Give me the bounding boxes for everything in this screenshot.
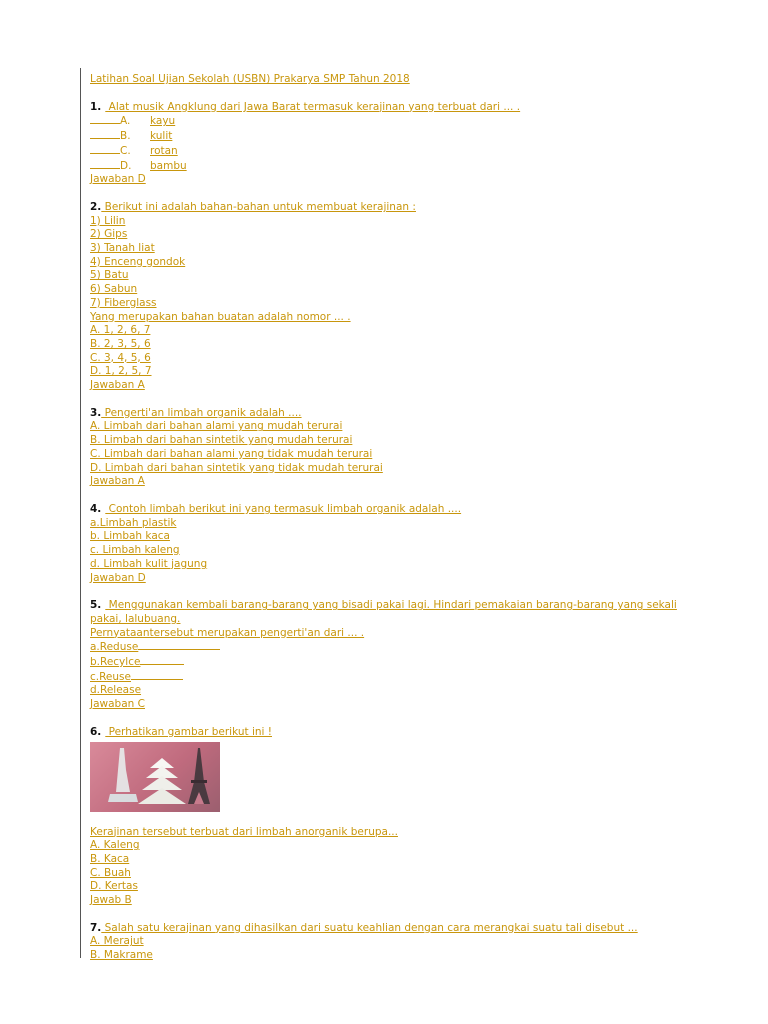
option-a: A. Kaleng — [90, 839, 140, 852]
option-a: A. kayu — [90, 114, 710, 129]
question-number: 6. — [90, 725, 102, 738]
question-text: Pengerti'an limbah organik adalah .... — [101, 406, 302, 419]
list-item: 5) Batu — [90, 269, 129, 282]
option-c: c. Limbah kaleng — [90, 544, 180, 557]
margin-rule — [80, 68, 81, 958]
option-d: D. Limbah dari bahan sintetik yang tidak mudah terurai — [90, 461, 383, 474]
question-text: Menggunakan kembali barang-barang yang bisadi pakai lagi. Hindari pemakaian barang-barang yang sekali pakai, lalubuang. — [90, 599, 677, 625]
question-text: Salah satu kerajinan yang dihasilkan dari suatu keahlian dengan cara merangkai suatu tali disebut ... — [104, 921, 638, 934]
question-number: 1. — [90, 100, 102, 113]
question-text: Contoh limbah berikut ini yang termasuk limbah organik adalah .... — [108, 502, 462, 515]
option-c: C. Buah — [90, 866, 131, 879]
question-3 — [90, 407, 710, 489]
option-b: B. Kaca — [90, 852, 130, 865]
question-6 — [90, 726, 710, 908]
option-a: a.Reduse — [90, 640, 710, 655]
option-b: B. 2, 3, 5, 6 — [90, 337, 151, 350]
option-c: C. Limbah dari bahan alami yang tidak mudah terurai — [90, 447, 373, 460]
glass-pagoda-image — [90, 742, 220, 812]
list-item: 7) Fiberglass — [90, 296, 157, 309]
question-text: Perhatikan gambar berikut ini ! — [108, 725, 272, 738]
question-number: 2. — [90, 200, 102, 213]
option-d: D. bambu — [90, 159, 710, 174]
option-b: b.Recylce — [90, 655, 710, 670]
question-number: 4. — [90, 502, 102, 515]
option-d: d.Release — [90, 684, 142, 697]
list-item: 6) Sabun — [90, 283, 138, 296]
list-item: 1) Lilin — [90, 214, 126, 227]
question-7 — [90, 922, 710, 963]
question-number: 3. — [90, 406, 102, 419]
document-title: Latihan Soal Ujian Sekolah (USBN) Prakarya SMP Tahun 2018 — [90, 73, 410, 85]
option-b: B. kulit — [90, 129, 710, 144]
option-b: B. Limbah dari bahan sintetik yang mudah terurai — [90, 434, 353, 447]
question-1 — [90, 101, 710, 187]
option-c: C. rotan — [90, 144, 710, 159]
question-prompt: Kerajinan tersebut terbuat dari limbah anorganik berupa... — [90, 825, 398, 838]
list-item: 2) Gips — [90, 228, 128, 241]
option-c: C. 3, 4, 5, 6 — [90, 351, 151, 364]
answer: Jawab B — [90, 894, 132, 907]
answer: Jawaban D — [90, 173, 146, 186]
option-c: c.Reuse — [90, 670, 710, 685]
option-b: B. Makrame — [90, 949, 153, 962]
answer: Jawaban D — [90, 571, 146, 584]
answer: Jawaban C — [90, 698, 145, 711]
question-text: Berikut ini adalah bahan-bahan untuk membuat kerajinan : — [104, 200, 416, 213]
option-b: b. Limbah kaca — [90, 530, 170, 543]
answer: Jawaban A — [90, 475, 145, 488]
question-4 — [90, 503, 710, 585]
option-a: A. Limbah dari bahan alami yang mudah terurai — [90, 420, 343, 433]
question-number: 5. — [90, 599, 102, 612]
question-statement: Pernyataantersebut merupakan pengerti'an dari ... . — [90, 626, 365, 639]
question-number: 7. — [90, 921, 102, 934]
option-a: A. Merajut — [90, 935, 144, 948]
question-5 — [90, 599, 710, 712]
list-item: 3) Tanah liat — [90, 242, 155, 255]
question-prompt: Yang merupakan bahan buatan adalah nomor ... . — [90, 310, 351, 323]
option-a: a.Limbah plastik — [90, 516, 177, 529]
option-d: D. 1, 2, 5, 7 — [90, 365, 152, 378]
question-2 — [90, 201, 710, 393]
pagoda-crafts-illustration — [90, 742, 220, 812]
document-body — [90, 73, 710, 963]
question-text: Alat musik Angklung dari Jawa Barat termasuk kerajinan yang terbuat dari ... . — [108, 100, 521, 113]
answer: Jawaban A — [90, 379, 145, 392]
option-a: A. 1, 2, 6, 7 — [90, 324, 151, 337]
option-d: d. Limbah kulit jagung — [90, 557, 208, 570]
list-item: 4) Enceng gondok — [90, 255, 186, 268]
option-d: D. Kertas — [90, 880, 138, 893]
